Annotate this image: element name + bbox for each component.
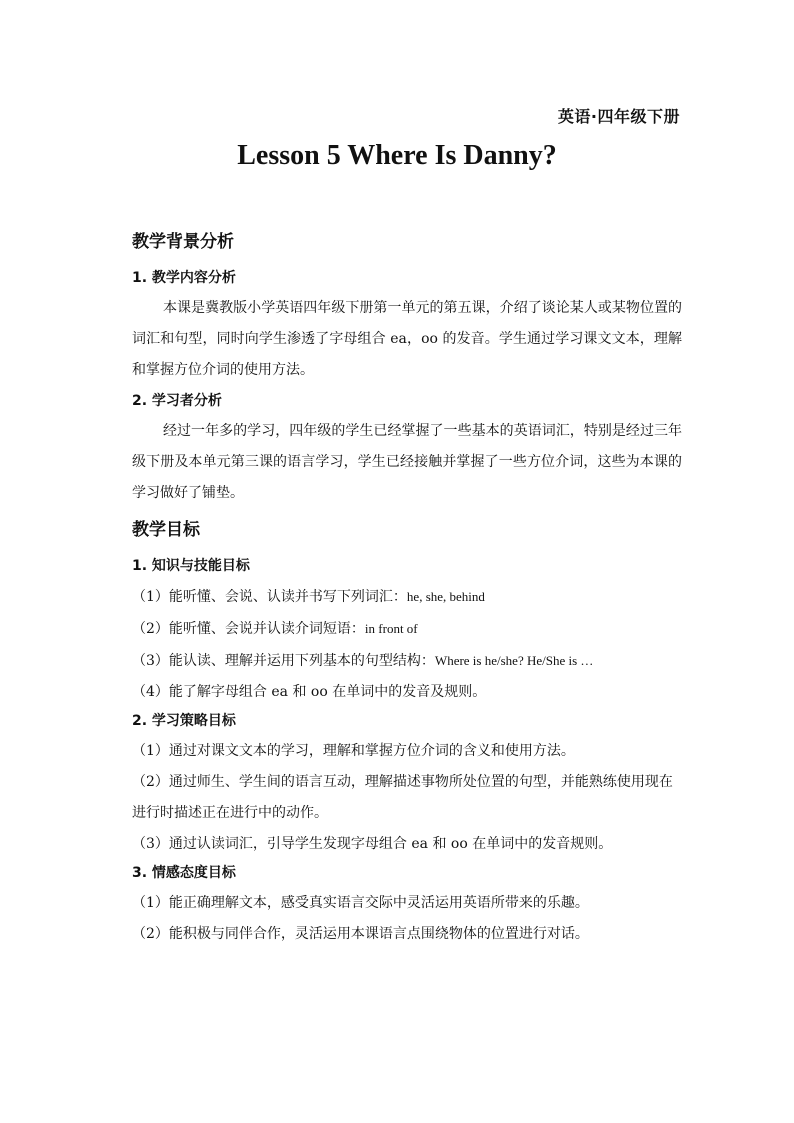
list-item: （2）能听懂、会说并认读介词短语：in front of: [132, 621, 418, 637]
section-heading-background: 教学背景分析: [132, 232, 234, 252]
paragraph-learner-analysis: 经过一年多的学习，四年级的学生已经掌握了一些基本的英语词汇，特别是经过三年级下册及本单元第三课的语言学习，学生已经接触并掌握了一些方位介词，这些为本课的学习做好了铺垫。: [132, 423, 682, 501]
subheading-knowledge-skills: 1. 知识与技能目标: [132, 558, 250, 574]
subheading-content-analysis: 1. 教学内容分析: [132, 270, 236, 286]
subheading-attitude: 3. 情感态度目标: [132, 865, 236, 881]
list-item: （3）通过认读词汇，引导学生发现字母组合 ea 和 oo 在单词中的发音规则。: [132, 836, 613, 852]
document-body: [132, 229, 682, 950]
paragraph-content-analysis: 本课是冀教版小学英语四年级下册第一单元的第五课，介绍了谈论某人或某物位置的词汇和句型，同时向学生渗透了字母组合 ea，oo 的发音。学生通过学习课文文本，理解和掌握方位介词的使用方法。: [132, 300, 682, 378]
list-item: （1）能正确理解文本，感受真实语言交际中灵活运用英语所带来的乐趣。: [132, 895, 589, 911]
subheading-learner-analysis: 2. 学习者分析: [132, 393, 222, 409]
list-item: （2）通过师生、学生间的语言互动，理解描述事物所处位置的句型，并能熟练使用现在进行时描述正在进行中的动作。: [132, 774, 673, 821]
list-item: （1）通过对课文文本的学习，理解和掌握方位介词的含义和使用方法。: [132, 743, 575, 759]
section-heading-goals: 教学目标: [132, 520, 200, 540]
list-item: （2）能积极与同伴合作，灵活运用本课语言点围绕物体的位置进行对话。: [132, 926, 589, 942]
list-item: （4）能了解字母组合 ea 和 oo 在单词中的发音及规则。: [132, 684, 487, 700]
subheading-learning-strategy: 2. 学习策略目标: [132, 713, 236, 729]
subject-header: 英语·四年级下册: [557, 107, 680, 126]
lesson-title: Lesson 5 Where Is Danny?: [237, 140, 557, 171]
list-item: （1）能听懂、会说、认读并书写下列词汇：he, she, behind: [132, 589, 485, 605]
list-item: （3）能认读、理解并运用下列基本的句型结构：Where is he/she? He/She is …: [132, 653, 594, 669]
